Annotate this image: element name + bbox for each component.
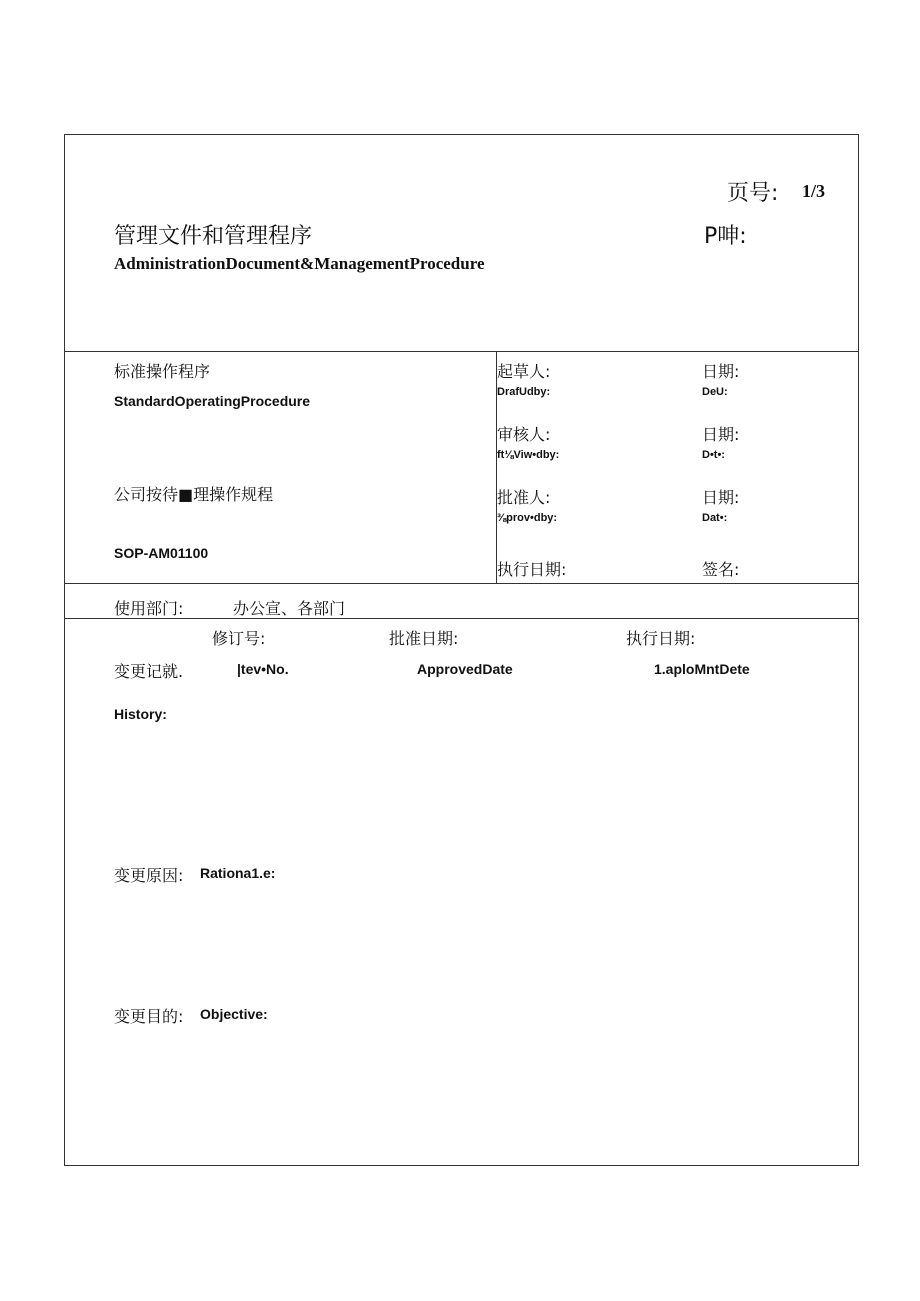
divider-info xyxy=(64,583,859,584)
sop-label-chinese: 标准操作程序 xyxy=(114,362,211,381)
review-date-english: D•t•: xyxy=(702,449,725,461)
approval-date-english: ApprovedDate xyxy=(417,661,513,677)
approved-by-english: ⅜prov•dby: xyxy=(497,512,558,524)
change-purpose-english: Objective: xyxy=(200,1006,268,1022)
reviewed-by-label: 审核人: xyxy=(497,425,551,444)
signature-label: 签名: xyxy=(702,560,740,579)
document-code-label: P呻: xyxy=(704,224,747,249)
approval-date-label: 批准日期: xyxy=(389,629,459,648)
change-purpose-label: 变更目的: xyxy=(114,1007,184,1026)
department-label: 使用部门: xyxy=(114,599,184,618)
drafted-by-english: DrafUdby: xyxy=(497,386,551,398)
drafted-by-label: 起草人: xyxy=(497,362,551,381)
change-reason-english: Rationa1.e: xyxy=(200,865,276,881)
page-number-value: 1/3 xyxy=(802,181,826,201)
title-english: AdministrationDocument&ManagementProcedure xyxy=(114,254,485,273)
approve-date-label: 日期: xyxy=(702,488,740,507)
revision-number-english: |tev•No. xyxy=(237,661,289,677)
title-chinese: 管理文件和管理程序 xyxy=(114,224,313,249)
draft-date-label: 日期: xyxy=(702,362,740,381)
sop-code: SOP-AM01100 xyxy=(114,545,209,561)
revision-number-label: 修订号: xyxy=(212,629,266,648)
execution-date-column-label: 执行日期: xyxy=(626,629,696,648)
change-reason-label: 变更原因: xyxy=(114,866,184,885)
procedure-name: 公司按待■理操作规程 xyxy=(114,485,274,504)
history-label: History: xyxy=(114,706,167,722)
draft-date-english: DeU: xyxy=(702,386,728,398)
divider-header xyxy=(64,351,859,352)
execution-date-english: 1.aploMntDete xyxy=(654,661,750,677)
department-value: 办公宣、各部门 xyxy=(233,599,346,618)
approved-by-label: 批准人: xyxy=(497,488,551,507)
execution-date-label: 执行日期: xyxy=(497,560,567,579)
sop-label-english: StandardOperatingProcedure xyxy=(114,393,311,409)
page-number-label: 页号: xyxy=(727,181,779,206)
change-record-label: 变更记就. xyxy=(114,662,184,681)
review-date-label: 日期: xyxy=(702,425,740,444)
reviewed-by-english: ft⅛Viw•dby: xyxy=(497,449,560,461)
approve-date-english: Dat•: xyxy=(702,512,728,524)
